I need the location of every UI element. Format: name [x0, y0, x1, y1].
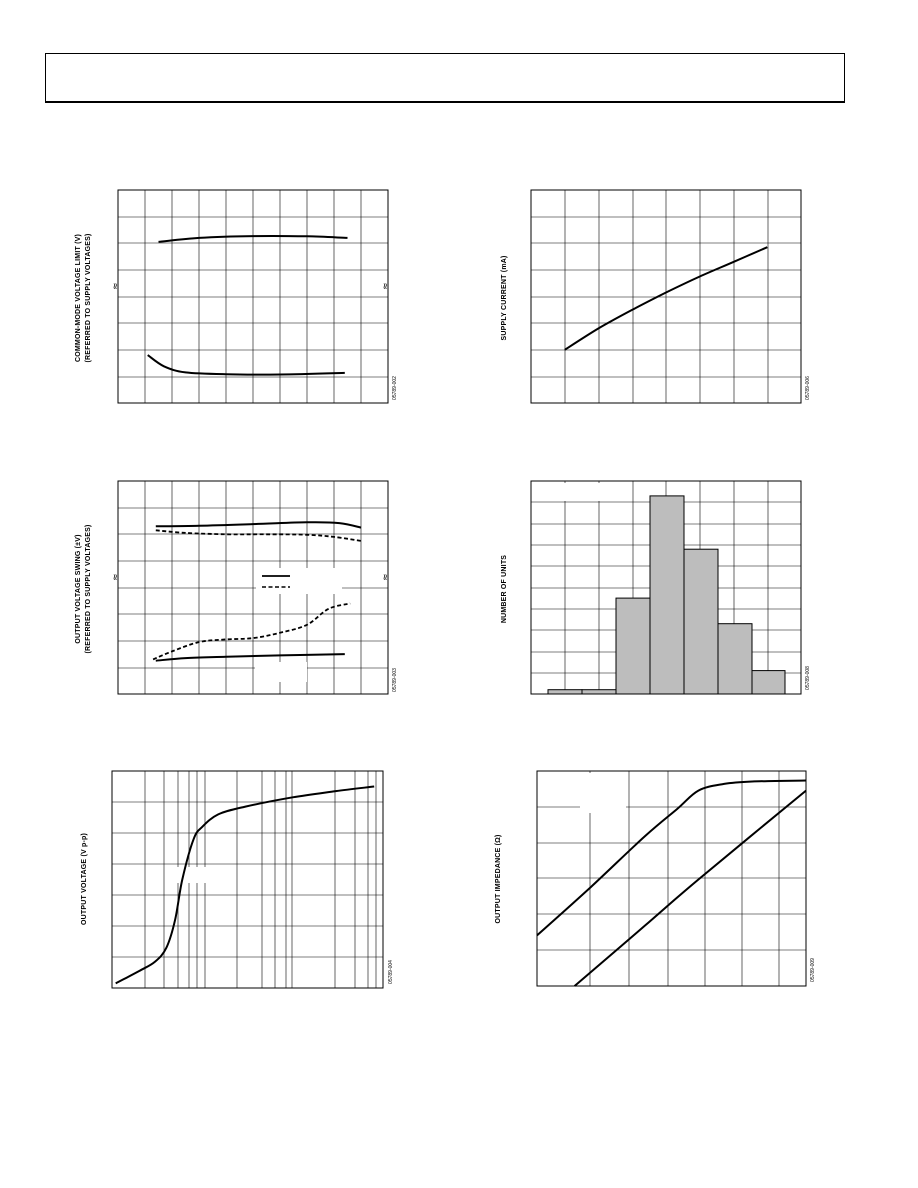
- series-line-2: [148, 355, 345, 375]
- histogram-bar-3: [616, 598, 650, 694]
- axis-break-right: ≈: [381, 573, 391, 581]
- histogram-bar-4: [650, 496, 684, 694]
- output-voltage-chart: [60, 762, 410, 997]
- y-axis-label: OUTPUT IMPEDANCE (Ω): [495, 834, 502, 924]
- plot-area: [112, 771, 383, 988]
- series-line-2: [156, 530, 361, 541]
- series-line-3: [153, 604, 350, 660]
- axis-break-left: ≈: [111, 573, 121, 581]
- figure-number: 05789-002: [392, 376, 398, 400]
- histogram-bar-6: [718, 624, 752, 694]
- axis-break-right: ≈: [381, 282, 391, 290]
- figure-number: 05789-003: [392, 668, 398, 692]
- figure-number: 05789-004: [388, 960, 394, 984]
- chart-grid: [531, 190, 801, 403]
- figure-number: 05789-006: [805, 376, 811, 400]
- chart-grid: [118, 481, 388, 694]
- y-axis-label-line2: (REFERRED TO SUPPLY VOLTAGES): [85, 233, 92, 363]
- histogram-bar-1: [548, 690, 582, 694]
- output-swing-chart: [60, 472, 410, 707]
- legend-box: [256, 568, 342, 594]
- chart-grid: [118, 190, 388, 403]
- figure-number: 05789-008: [805, 666, 811, 690]
- y-axis-label: NUMBER OF UNITS: [501, 554, 508, 624]
- series-line-1: [116, 787, 375, 984]
- output-impedance-chart: [480, 762, 820, 997]
- series-line-1: [156, 522, 361, 527]
- y-axis-label: SUPPLY CURRENT (mA): [501, 255, 508, 341]
- histogram-bar-5: [684, 549, 718, 694]
- common-mode-limit-chart: [60, 180, 410, 415]
- series-line-4: [156, 654, 345, 661]
- y-axis-label: OUTPUT VOLTAGE SWING (±V): [75, 534, 82, 644]
- number-of-units-histogram: [490, 472, 820, 707]
- annotation-mask: [255, 662, 307, 682]
- supply-current-chart: [490, 180, 820, 415]
- plot-area: [537, 771, 806, 986]
- annotation-mask: [165, 867, 211, 883]
- histogram-bar-2: [582, 690, 616, 694]
- y-axis-label-line2: (REFERRED TO SUPPLY VOLTAGES): [85, 524, 92, 654]
- page-header-box: [45, 53, 845, 103]
- histogram-bar-7: [752, 671, 785, 694]
- annotation-mask: [580, 773, 626, 813]
- chart-grid: [537, 771, 806, 986]
- axis-break-left: ≈: [111, 282, 121, 290]
- figure-number: 05789-009: [810, 958, 816, 982]
- y-axis-label: OUTPUT VOLTAGE (V p-p): [81, 832, 88, 926]
- series-line-1: [537, 781, 806, 936]
- legend-mask: [533, 483, 629, 501]
- y-axis-label: COMMON-MODE VOLTAGE LIMIT (V): [75, 233, 82, 363]
- chart-grid: [112, 771, 383, 988]
- series-line-2: [575, 791, 806, 986]
